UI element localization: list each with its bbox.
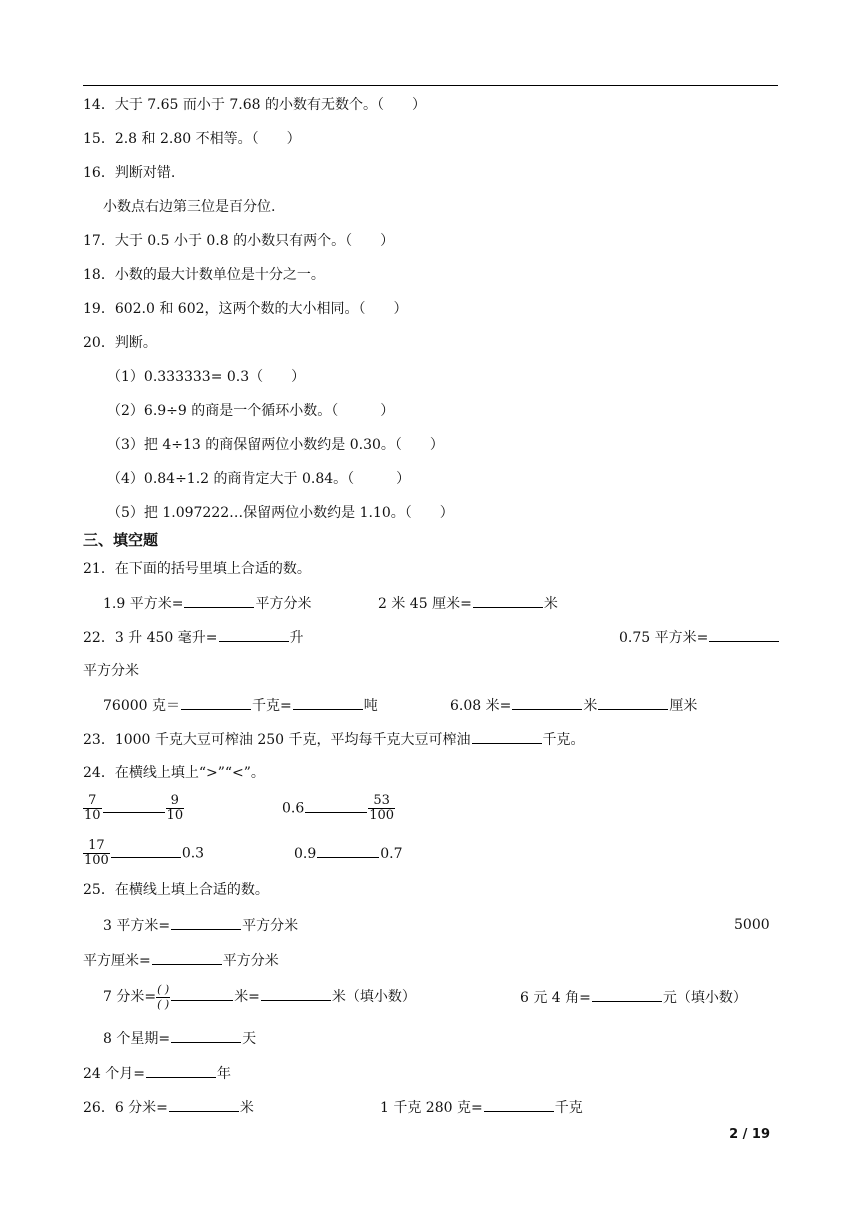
question-21: 21．在下面的括号里填上合适的数。 [83,561,311,577]
question-14: 14．大于 7.65 而小于 7.68 的小数有无数个。（ ） [83,97,426,113]
answer-blank[interactable] [473,593,543,608]
answer-blank[interactable] [171,1028,241,1043]
answer-blank[interactable] [184,593,254,608]
answer-blank[interactable] [484,1097,554,1112]
answer-blank[interactable] [598,695,668,710]
answer-blank[interactable] [293,695,363,710]
section-heading-fill-in: 三、填空题 [83,531,159,549]
question-20-2: （2）6.9÷9 的商是一个循环小数。（ ） [107,403,395,419]
question-16: 16．判断对错. [83,165,176,181]
answer-blank[interactable] [171,986,233,1001]
question-24-a [83,794,184,823]
question-25-f: 24 个月= 年 [83,1063,231,1084]
page-number: 2 / 19 [729,1127,770,1142]
question-17: 17．大于 0.5 小于 0.8 的小数只有两个。（ ） [83,233,395,249]
question-15: 15．2.8 和 2.80 不相等。（ ） [83,131,301,147]
question-25-c: 7 分米= $\frac{( )}{( )}$ 米= 米（填小数） [103,982,416,1011]
question-25-b: 平方厘米= 平方分米 [83,950,279,971]
question-21-b: 2 米 45 厘米= 米 [378,593,558,614]
question-18: 18．小数的最大计数单位是十分之一。 [83,267,325,283]
question-20-3: （3）把 4÷13 的商保留两位小数约是 0.30。（ ） [107,437,444,453]
question-22-b-unit: 平方分米 [83,663,139,679]
fraction: $\frac{17}{100}$ [84,838,109,868]
answer-blank[interactable] [472,729,542,744]
question-24: 24．在横线上填上“>”“<”。 [83,765,265,781]
question-24-c: $\frac{17}{100}$ 0.3 [84,838,205,868]
answer-blank[interactable] [169,1097,239,1112]
question-25-a: 3 平方米= 平方分米 [103,915,298,936]
question-21-a: 1.9 平方米= 平方分米 [103,593,311,614]
answer-blank[interactable] [709,627,779,642]
question-20-5: （5）把 1.097222…保留两位小数约是 1.10。（ ） [107,505,454,521]
header-rule [83,85,778,86]
answer-blank[interactable] [152,950,222,965]
question-20-1: （1）0.333333= 0.3（ ） [107,369,306,385]
answer-blank[interactable] [181,695,251,710]
question-22-d: 6.08 米= 米 厘米 [450,695,697,716]
fraction: $\frac{53}{100}$ [369,793,395,823]
question-25: 25．在横线上填上合适的数。 [83,882,269,898]
answer-blank[interactable] [111,847,181,858]
answer-blank[interactable] [171,915,241,930]
fraction: $\frac{9}{10}$ [166,793,184,823]
answer-blank[interactable] [146,1063,216,1078]
answer-blank[interactable] [592,987,662,1002]
question-16-statement: 小数点右边第三位是百分位. [103,199,276,215]
question-19: 19．602.0 和 602，这两个数的大小相同。（ ） [83,301,408,317]
question-22-a: 22．3 升 450 毫升= 升 [83,627,304,648]
question-26-b: 1 千克 280 克= 千克 [380,1097,583,1118]
fraction: $\frac{7}{10}$ [84,793,101,823]
answer-blank[interactable] [512,695,582,710]
question-25-e: 8 个星期= 天 [103,1028,256,1049]
question-25-b-number: 5000 [734,917,770,933]
fraction-blank[interactable]: $\frac{( )}{( )}$ [157,982,170,1011]
answer-blank[interactable] [219,627,289,642]
question-24-d: 0.9 0.7 [294,843,403,864]
question-22-b: 0.75 平方米= [619,627,780,648]
question-20: 20．判断。 [83,335,157,351]
answer-blank[interactable] [261,986,331,1001]
answer-blank[interactable] [317,843,379,858]
question-25-d: 6 元 4 角= 元（填小数） [520,987,747,1008]
question-20-4: （4）0.84÷1.2 的商肯定大于 0.84。（ ） [107,471,411,487]
question-23: 23．1000 千克大豆可榨油 250 千克，平均每千克大豆可榨油 千克。 [83,729,585,750]
answer-blank[interactable] [103,802,165,813]
answer-blank[interactable] [305,802,367,813]
question-22-c: 76000 克＝ 千克= 吨 [103,695,378,716]
question-26-a: 26．6 分米= 米 [83,1097,254,1118]
question-24-b: 0.6 $\frac{53}{100}$ [282,793,395,823]
